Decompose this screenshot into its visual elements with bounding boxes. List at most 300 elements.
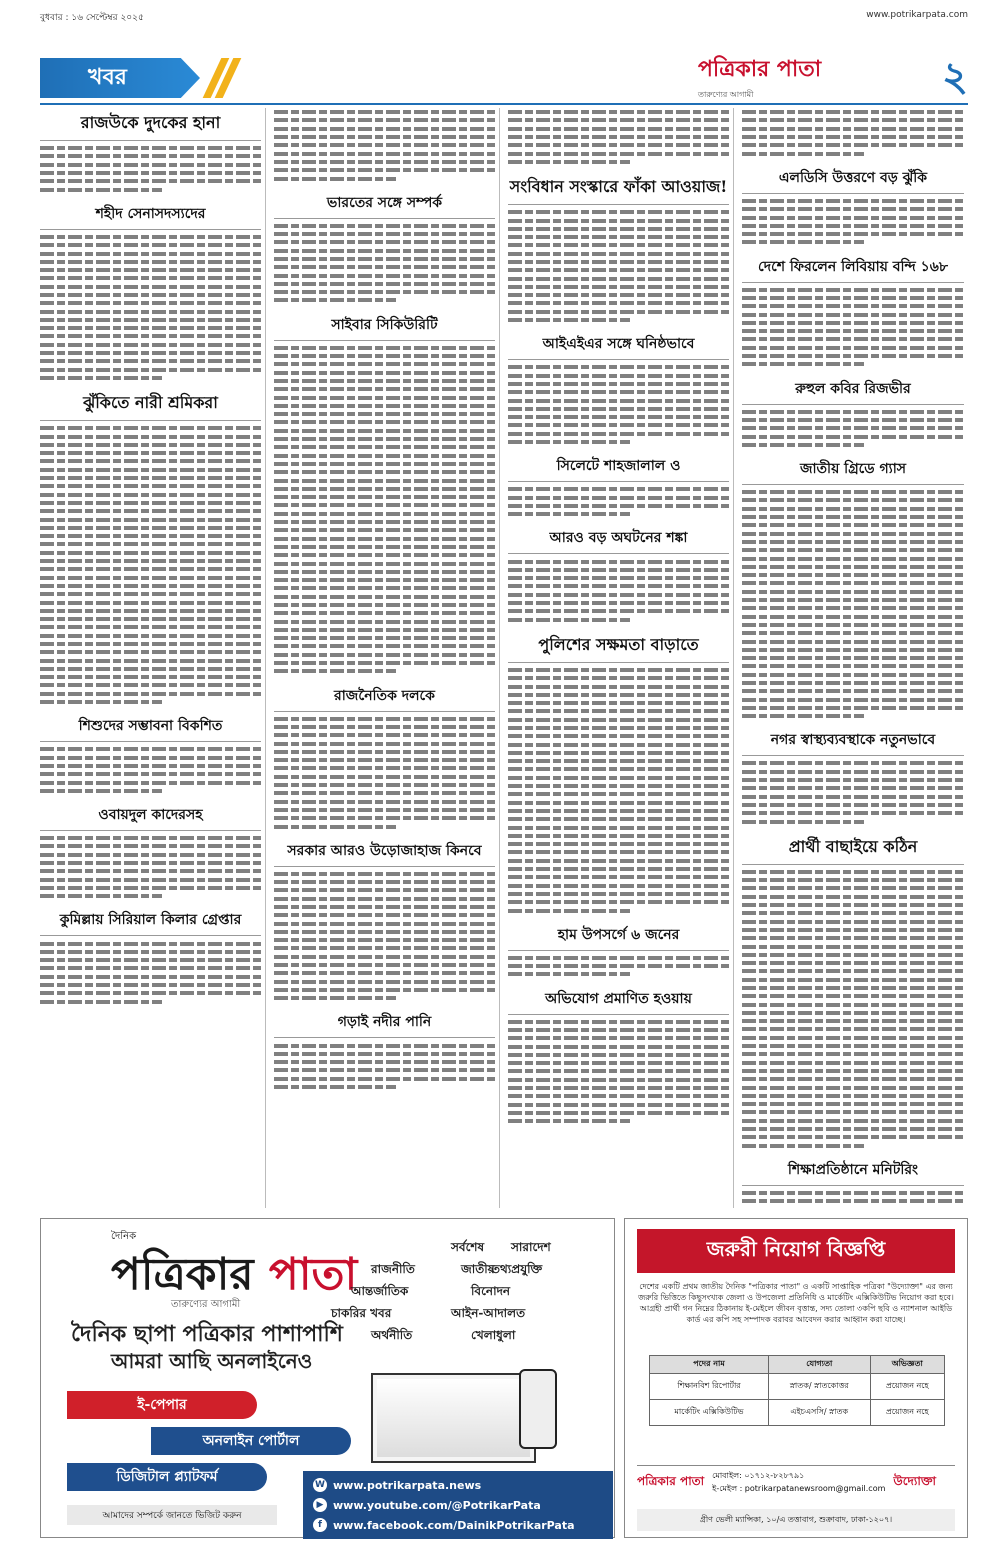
text-line <box>274 116 495 124</box>
text-line <box>40 623 261 631</box>
text-line <box>40 754 261 762</box>
text-line <box>274 593 495 601</box>
job-table-row <box>650 1400 945 1426</box>
text-line <box>508 707 729 715</box>
text-line <box>274 731 495 739</box>
story-body <box>742 1189 964 1208</box>
online-portal-pill[interactable]: অনলাইন পোর্টাল <box>151 1427 351 1455</box>
story-body <box>508 954 729 979</box>
website-url[interactable]: www.potrikarpata.com <box>866 10 968 20</box>
text-line <box>274 944 495 952</box>
text-line <box>742 496 964 504</box>
text-line <box>742 637 964 645</box>
text-line <box>742 1009 964 1017</box>
text-line <box>508 582 729 590</box>
story-body <box>40 424 261 706</box>
text-line <box>508 757 729 765</box>
text-line <box>742 1205 964 1208</box>
news-story <box>742 1156 964 1208</box>
story-body <box>742 759 964 825</box>
text-line <box>40 762 261 770</box>
text-line <box>742 621 964 629</box>
news-story <box>508 330 729 446</box>
news-story <box>742 164 964 247</box>
text-line <box>40 441 261 449</box>
text-line <box>40 249 261 257</box>
text-line <box>742 1142 964 1150</box>
text-line <box>40 648 261 656</box>
job-ad-description: দেশের একটি প্রথম জাতীয় দৈনিক "পত্রিকার পাতা" ও একটি সাপ্তাহিক পত্রিকা "উদ্যোক্তা" এর জন্য জরুরি ভিত্তিতে কিছুসংখ্যক জেলা ও উপজেলা প্রতিনিধি ও মার্কেটিং এক্সিকিউটিভ নিয়োগ করা হবে। আগ্রহী প্রার্থী গন নিম্নের ঠিকানায় ই-মেইলে জীবন বৃত্তান্ত, সদ্য তোলা ৩কপি ছবি ও ন্যাশনাল আইডি কার্ড এর কপি সহ সম্পাদক বরাবর আবেদন করার আহ্বান করা যাচ্ছে। <box>638 1282 954 1324</box>
text-line <box>508 765 729 773</box>
job-table-header: পদের নাম <box>650 1356 769 1374</box>
story-body <box>508 1018 729 1126</box>
text-line <box>274 1066 495 1074</box>
story-headline[interactable]: কুমিল্লায় সিরিয়াল কিলার গ্রেপ্তার <box>40 906 261 936</box>
text-line <box>40 549 261 557</box>
news-story <box>742 832 964 1150</box>
story-body <box>742 286 964 369</box>
text-line <box>742 1108 964 1116</box>
story-headline[interactable]: রাজউকে দুদকের হানা <box>40 108 261 141</box>
story-body <box>274 715 495 831</box>
text-line <box>742 868 964 876</box>
text-line <box>40 867 261 875</box>
text-line <box>508 316 729 324</box>
text-line <box>274 369 495 377</box>
text-line <box>274 919 495 927</box>
text-line <box>742 926 964 934</box>
text-line <box>40 524 261 532</box>
text-line <box>40 673 261 681</box>
text-line <box>742 133 964 141</box>
text-line <box>40 144 261 152</box>
text-line <box>40 981 261 989</box>
text-line <box>274 418 495 426</box>
category-label[interactable]: অর্থনীতি <box>371 1328 413 1342</box>
masthead-logo <box>698 52 908 102</box>
story-headline[interactable]: ভারতের সঙ্গে সম্পর্ক <box>274 189 495 219</box>
category-label[interactable]: জাতীয় <box>461 1262 495 1276</box>
text-line <box>274 789 495 797</box>
social-link[interactable]: www.facebook.com/DainikPotrikarPata <box>333 1518 575 1532</box>
text-line <box>40 241 261 249</box>
story-body <box>40 834 261 900</box>
news-story <box>742 455 964 720</box>
text-line <box>742 521 964 529</box>
job-ad-title: জরুরী নিয়োগ বিজ্ঞপ্তি <box>637 1229 955 1273</box>
story-headline[interactable]: নগর স্বাস্থ্যব্যবস্থাকে নতুনভাবে <box>742 726 964 756</box>
story-body <box>274 870 495 1003</box>
text-line <box>40 258 261 266</box>
text-line <box>274 158 495 166</box>
story-body <box>40 745 261 795</box>
story-headline[interactable]: রাজনৈতিক দলকে <box>274 682 495 712</box>
text-line <box>274 460 495 468</box>
text-line <box>40 859 261 867</box>
text-line <box>742 141 964 149</box>
text-line <box>742 942 964 950</box>
text-line <box>508 615 729 623</box>
text-line <box>40 233 261 241</box>
text-line <box>508 1076 729 1084</box>
story-headline[interactable]: সরকার আরও উড়োজাহাজ কিনবে <box>274 837 495 867</box>
text-line <box>508 674 729 682</box>
text-line <box>742 759 964 767</box>
text-line <box>508 890 729 898</box>
job-advertisement <box>624 1218 968 1538</box>
text-line <box>40 161 261 169</box>
text-line <box>40 432 261 440</box>
category-label[interactable]: সারাদেশ <box>511 1240 551 1254</box>
text-line <box>508 149 729 157</box>
text-line <box>274 551 495 559</box>
text-line <box>274 651 495 659</box>
text-line <box>40 507 261 515</box>
text-line <box>274 443 495 451</box>
text-line <box>40 491 261 499</box>
text-line <box>508 906 729 914</box>
text-line <box>742 901 964 909</box>
story-headline[interactable]: শহীদ সেনাসদস্যদের <box>40 200 261 230</box>
mobile-number: মোবাইল: ০১৭১২-৮২৮৭৯১ <box>712 1470 805 1480</box>
text-line <box>508 510 729 518</box>
text-line <box>40 341 261 349</box>
news-story <box>40 108 261 194</box>
text-line <box>40 291 261 299</box>
text-line <box>742 1125 964 1133</box>
social-link[interactable]: www.youtube.com/@PotrikarPata <box>333 1498 541 1512</box>
news-story <box>40 200 261 382</box>
text-line <box>508 566 729 574</box>
text-line <box>508 216 729 224</box>
text-line <box>40 656 261 664</box>
story-body <box>40 233 261 382</box>
text-line <box>508 591 729 599</box>
text-line <box>508 740 729 748</box>
text-line <box>274 133 495 141</box>
story-headline[interactable]: সিলেটে শাহজালাল ও <box>508 452 729 482</box>
text-line <box>742 213 964 221</box>
text-line <box>508 873 729 881</box>
text-line <box>508 1059 729 1067</box>
story-headline[interactable]: এলডিসি উত্তরণে বড় ঝুঁকি <box>742 164 964 194</box>
category-label[interactable]: বিনোদন <box>471 1284 511 1298</box>
text-line <box>508 815 729 823</box>
text-line <box>742 654 964 662</box>
text-line <box>508 494 729 502</box>
text-line <box>742 108 964 116</box>
text-line <box>274 543 495 551</box>
story-body <box>274 222 495 305</box>
text-line <box>742 817 964 825</box>
story-body <box>508 557 729 623</box>
text-line <box>742 801 964 809</box>
social-link-row[interactable] <box>313 1475 603 1495</box>
text-line <box>508 782 729 790</box>
text-line <box>274 659 495 667</box>
text-line <box>274 568 495 576</box>
news-story <box>742 108 964 158</box>
text-line <box>274 230 495 238</box>
text-line <box>508 807 729 815</box>
text-line <box>274 928 495 936</box>
header-rule <box>40 103 968 105</box>
category-label[interactable]: তথ্যপ্রযুক্তি <box>491 1262 543 1276</box>
text-line <box>742 662 964 670</box>
news-story <box>508 108 729 166</box>
text-line <box>508 299 729 307</box>
globe-icon: W <box>313 1478 327 1492</box>
text-line <box>508 970 729 978</box>
text-line <box>508 372 729 380</box>
text-line <box>508 116 729 124</box>
text-line <box>40 607 261 615</box>
text-line <box>742 679 964 687</box>
story-headline[interactable]: আরও বড় অঘটনের শঙ্কা <box>508 524 729 554</box>
text-line <box>274 360 495 368</box>
text-line <box>274 141 495 149</box>
text-line <box>742 1067 964 1075</box>
story-headline[interactable]: জাতীয় গ্রিডে গ্যাস <box>742 455 964 485</box>
text-line <box>508 732 729 740</box>
text-line <box>742 704 964 712</box>
text-line <box>274 476 495 484</box>
text-line <box>274 125 495 133</box>
story-headline[interactable]: রুহুল কবির রিজভীর <box>742 375 964 405</box>
text-line <box>508 799 729 807</box>
text-line <box>742 1117 964 1125</box>
job-table-header: অভিজ্ঞতা <box>870 1356 944 1374</box>
text-line <box>742 571 964 579</box>
text-line <box>274 814 495 822</box>
text-line <box>274 344 495 352</box>
text-line <box>274 296 495 304</box>
story-body <box>274 108 495 183</box>
story-headline[interactable]: ঝুঁকিতে নারী শ্রমিকরা <box>40 388 261 421</box>
epaper-pill[interactable]: ই-পেপার <box>67 1391 257 1419</box>
text-line <box>274 576 495 584</box>
story-headline[interactable]: শিশুদের সম্ভাবনা বিকশিত <box>40 712 261 742</box>
text-line <box>508 1067 729 1075</box>
text-line <box>40 349 261 357</box>
text-line <box>274 501 495 509</box>
text-line <box>274 377 495 385</box>
text-line <box>274 510 495 518</box>
job-cell: স্নাতক/ স্নাতকোত্তর <box>769 1374 871 1400</box>
text-line <box>742 432 964 440</box>
social-links <box>303 1471 613 1539</box>
news-story <box>742 253 964 369</box>
category-label[interactable]: আইন-আদালত <box>451 1306 526 1320</box>
social-link[interactable]: www.potrikarpata.news <box>333 1478 482 1492</box>
social-link-row[interactable] <box>313 1495 603 1515</box>
story-headline[interactable]: দেশে ফিরলেন লিবিয়ায় বন্দি ১৬৮ <box>742 253 964 283</box>
text-line <box>742 959 964 967</box>
text-line <box>274 393 495 401</box>
text-line <box>742 612 964 620</box>
story-headline[interactable]: অভিযোগ প্রমাণিত হওয়ায় <box>508 985 729 1015</box>
text-line <box>40 177 261 185</box>
text-line <box>40 532 261 540</box>
text-line <box>40 834 261 842</box>
ad-line-2: আমরা আছি অনলাইনেও <box>111 1349 313 1373</box>
text-line <box>274 953 495 961</box>
text-line <box>274 739 495 747</box>
text-line <box>274 870 495 878</box>
text-line <box>742 1100 964 1108</box>
text-line <box>40 457 261 465</box>
text-line <box>40 424 261 432</box>
job-table-row <box>650 1374 945 1400</box>
text-line <box>508 430 729 438</box>
text-line <box>274 385 495 393</box>
story-body <box>742 488 964 720</box>
story-body <box>274 1041 495 1091</box>
story-body <box>742 108 964 158</box>
text-line <box>274 911 495 919</box>
text-line <box>742 1083 964 1091</box>
text-line <box>742 579 964 587</box>
text-line <box>40 590 261 598</box>
text-line <box>508 881 729 889</box>
text-line <box>40 557 261 565</box>
text-line <box>274 263 495 271</box>
text-line <box>742 1133 964 1141</box>
story-headline[interactable]: হাম উপসর্গে ৬ জনের <box>508 921 729 951</box>
text-line <box>742 149 964 157</box>
text-line <box>742 976 964 984</box>
job-cell: এইচএসসি/ স্নাতক <box>769 1400 871 1426</box>
story-headline[interactable]: শিক্ষাপ্রতিষ্ঠানে মনিটরিং <box>742 1156 964 1186</box>
story-headline[interactable]: আইএইএর সঙ্গে ঘনিষ্ঠভাবে <box>508 330 729 360</box>
text-line <box>274 247 495 255</box>
ad-logo-left: পত্রিকার <box>111 1249 254 1300</box>
phone-image <box>519 1369 557 1449</box>
masthead-title: পত্রিকার পাতা <box>698 56 822 82</box>
text-line <box>742 917 964 925</box>
masthead-tagline: তারুণ্যের আগামী <box>698 90 754 99</box>
text-line <box>508 485 729 493</box>
text-line <box>508 724 729 732</box>
story-headline[interactable]: প্রার্থী বাছাইয়ে কঠিন <box>742 832 964 865</box>
category-label[interactable]: চাকরির খবর <box>331 1306 392 1320</box>
story-headline[interactable]: সংবিধান সংস্কারে ফাঁকা আওয়াজ! <box>508 172 729 205</box>
text-line <box>274 410 495 418</box>
text-line <box>742 1050 964 1058</box>
text-line <box>40 185 261 193</box>
text-line <box>508 291 729 299</box>
text-line <box>508 283 729 291</box>
text-line <box>742 984 964 992</box>
text-line <box>508 274 729 282</box>
text-line <box>274 878 495 886</box>
text-line <box>742 344 964 352</box>
story-body <box>508 485 729 518</box>
text-line <box>40 690 261 698</box>
text-line <box>508 421 729 429</box>
text-line <box>742 884 964 892</box>
text-line <box>508 1092 729 1100</box>
text-line <box>742 784 964 792</box>
text-line <box>274 764 495 772</box>
text-line <box>274 994 495 1002</box>
category-label[interactable]: আন্তর্জাতিক <box>351 1284 409 1298</box>
digital-platform-pill[interactable]: ডিজিটাল প্ল্যাটফর্ম <box>67 1463 267 1491</box>
text-line <box>742 335 964 343</box>
text-line <box>508 962 729 970</box>
story-body <box>742 408 964 449</box>
text-line <box>508 716 729 724</box>
text-line <box>508 607 729 615</box>
text-line <box>508 158 729 166</box>
text-line <box>508 258 729 266</box>
text-line <box>508 898 729 906</box>
text-line <box>274 601 495 609</box>
category-label[interactable]: সর্বশেষ <box>451 1240 485 1254</box>
text-line <box>742 951 964 959</box>
story-body <box>508 363 729 446</box>
text-line <box>742 310 964 318</box>
news-column <box>274 108 500 1208</box>
text-line <box>742 629 964 637</box>
story-headline[interactable]: সাইবার সিকিউরিটি <box>274 311 495 341</box>
text-line <box>742 695 964 703</box>
text-line <box>508 1051 729 1059</box>
text-line <box>508 405 729 413</box>
text-line <box>742 1059 964 1067</box>
text-line <box>742 441 964 449</box>
text-line <box>40 778 261 786</box>
text-line <box>742 876 964 884</box>
text-line <box>40 515 261 523</box>
job-table <box>649 1355 945 1426</box>
story-headline[interactable]: পুলিশের সক্ষমতা বাড়াতে <box>508 630 729 663</box>
text-line <box>742 302 964 310</box>
category-label[interactable]: খেলাধুলা <box>471 1328 516 1342</box>
news-column <box>742 108 968 1208</box>
text-line <box>742 319 964 327</box>
text-line <box>742 909 964 917</box>
email-address[interactable]: ই-মেইল : potrikarpatanewsroom@gmail.com <box>712 1483 886 1493</box>
text-line <box>742 646 964 654</box>
text-line <box>274 402 495 410</box>
text-line <box>40 787 261 795</box>
text-line <box>742 992 964 1000</box>
text-line <box>274 781 495 789</box>
text-line <box>742 538 964 546</box>
text-line <box>508 108 729 116</box>
news-column <box>40 108 266 1208</box>
text-line <box>742 360 964 368</box>
category-label[interactable]: রাজনীতি <box>371 1262 415 1276</box>
news-story <box>742 726 964 825</box>
text-line <box>40 366 261 374</box>
section-title: খবর <box>88 65 127 90</box>
social-link-row[interactable] <box>313 1515 603 1535</box>
text-line <box>508 865 729 873</box>
text-line <box>40 615 261 623</box>
text-line <box>40 892 261 900</box>
story-headline[interactable]: ওবায়দুল কাদেরসহ <box>40 801 261 831</box>
text-line <box>742 687 964 695</box>
text-line <box>742 712 964 720</box>
text-line <box>40 884 261 892</box>
news-columns <box>40 108 968 1208</box>
story-headline[interactable]: গড়াই নদীর পানি <box>274 1008 495 1038</box>
facebook-icon: f <box>313 1518 327 1532</box>
text-line <box>742 967 964 975</box>
text-line <box>274 485 495 493</box>
